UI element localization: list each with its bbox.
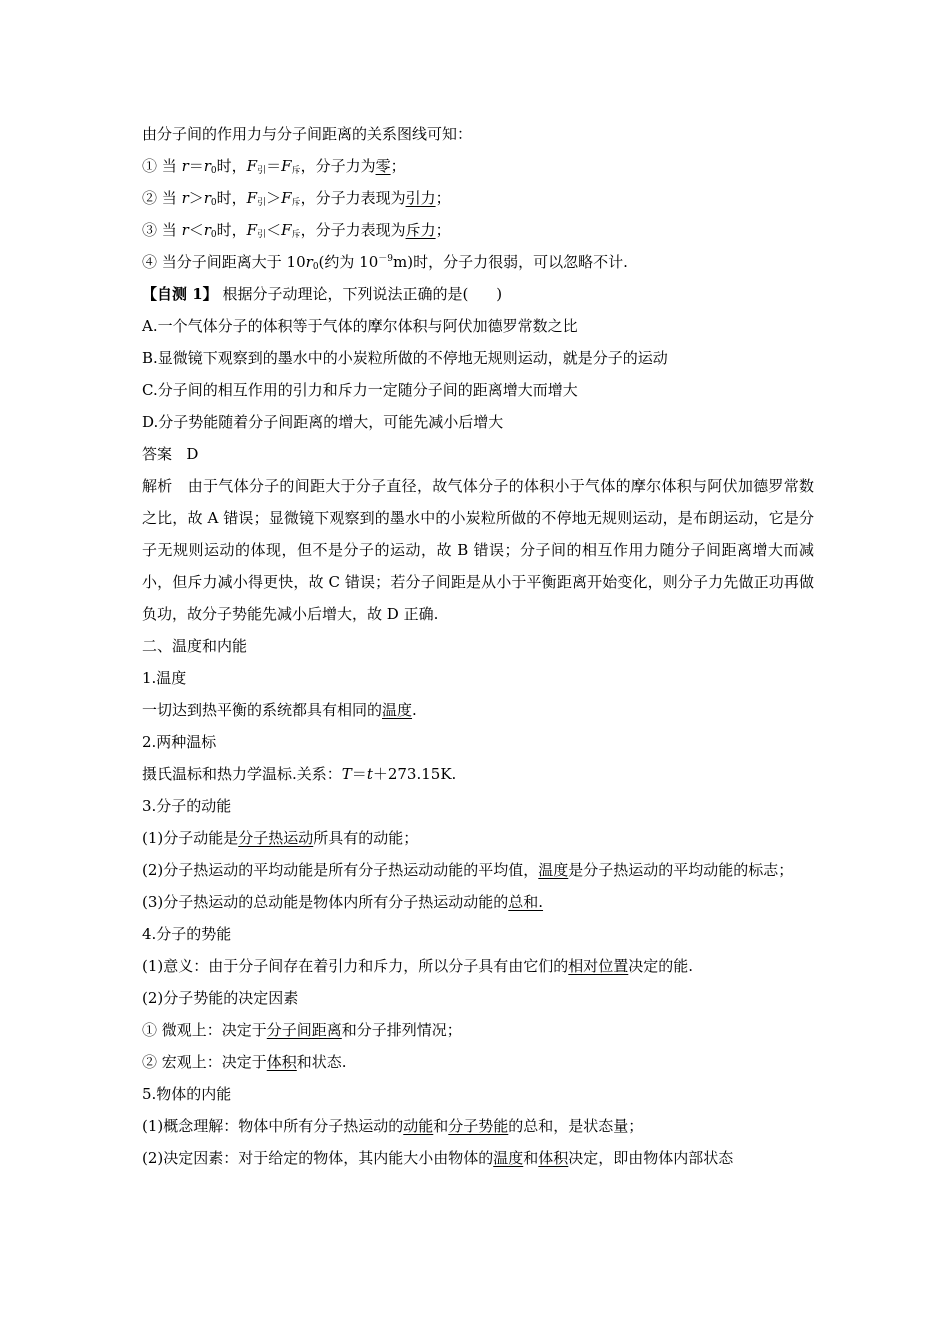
quiz-question-text: 根据分子动理论，下列说法正确的是( [217,285,469,303]
text: 是分子热运动的平均动能的标志； [568,861,794,879]
text: (2)决定因素：对于给定的物体，其内能大小由物体的 [142,1149,494,1167]
subscript: 斥 [291,166,301,176]
answer-label: 答案 [142,445,173,463]
quiz-option-a [142,310,814,342]
fill-answer: 分子间距离 [266,1021,342,1039]
subsection-3-item-3 [142,886,814,918]
subscript: 引 [257,198,267,208]
answer-value: D [186,445,199,463]
subsection-3-item-1 [142,822,814,854]
fill-answer: 温度 [382,701,413,719]
subscript: 斥 [291,230,301,240]
text: 的总和，是状态量； [508,1117,644,1135]
subsection-4-title [142,918,814,950]
subscript: 引 [257,230,267,240]
fill-answer: 引力 [405,189,436,207]
subsection-1-text [142,694,814,726]
var-r0: r [305,253,313,271]
case-end: ； [390,157,406,175]
subsection-2-text [142,758,814,790]
text: 一切达到热平衡的系统都具有相同的 [142,701,383,719]
fill-answer: 总和. [508,893,544,911]
var-f-repel: F [281,189,292,207]
var-r: r [181,189,189,207]
analysis-label: 解析 [142,477,173,495]
subsection-3-title [142,790,814,822]
text: 和分子排列情况； [341,1021,462,1039]
text: . [412,701,417,719]
option-text: C.分子间的相互作用的引力和斥力一定随分子间的距离增大而增大 [142,381,578,399]
section-title [142,630,814,662]
operator: ＜ [266,221,282,239]
var-t: t [366,765,373,783]
subsection-title: 4.分子的势能 [142,925,232,943]
fill-answer: 动能 [403,1117,434,1135]
quiz-question [142,278,814,310]
text: 和状态. [296,1053,347,1071]
text: ② 宏观上：决定于 [142,1053,267,1071]
case-end: ； [435,221,451,239]
subscript: 引 [257,166,267,176]
subsection-title: 5.物体的内能 [142,1085,232,1103]
text: (1)分子动能是 [142,829,239,847]
subscript: 斥 [291,198,301,208]
intro-line [142,118,814,150]
var-r: r [181,221,189,239]
quiz-analysis [142,470,814,630]
operator: ＞ [266,189,282,207]
text: ＋273.15K. [372,765,457,783]
subsection-4-item-3 [142,1014,814,1046]
text: (3)分子热运动的总动能是物体内所有分子热运动动能的 [142,893,509,911]
option-text: A.一个气体分子的体积等于气体的摩尔体积与阿伏加德罗常数之比 [142,317,578,335]
text: (2)分子热运动的平均动能是所有分子热运动动能的平均值， [142,861,539,879]
case-mid: 时， [216,157,247,175]
subsection-2-title [142,726,814,758]
operator: ＜ [188,221,204,239]
var-r0: r [203,189,211,207]
case-number: ③ [142,221,158,239]
section-title-text: 二、温度和内能 [142,637,248,655]
analysis-text: 由于气体分子的间距大于分子直径，故气体分子的体积小于气体的摩尔体积与阿伏加德罗常数之比，故 A 错误；显微镜下观察到的墨水中的小炭粒所做的不停地无规则运动，是布朗运动，它是分子无规则运动的体现，但不是分子的运动，故 B 错误；分子间的相互作用力随分子间距离增大而减小，但斥力减小得更快，故 C 错误；若分子间距是从小于平衡距离开始变化，则分子力先做正功再做负功，故分子势能先减小后增大，故 D 正确. [142,477,814,623]
fill-answer: 相对位置 [568,957,629,975]
force-case-1 [142,150,814,182]
subscript: 0 [210,230,217,240]
text: (2)分子势能的决定因素 [142,989,299,1007]
case-end: ； [435,189,451,207]
case-mid: 时， [216,221,247,239]
case-number: ② [142,189,158,207]
text: 和 [523,1149,539,1167]
subsection-5-item-2 [142,1142,814,1174]
text: 所具有的动能； [313,829,419,847]
var-r0: r [203,221,211,239]
text: (1)概念理解：物体中所有分子热运动的 [142,1117,404,1135]
var-T: T [341,765,352,783]
quiz-answer [142,438,814,470]
subsection-4-item-4 [142,1046,814,1078]
subsection-4-item-2 [142,982,814,1014]
subsection-5-item-1 [142,1110,814,1142]
case-prefix: 当 [157,221,182,239]
subscript: 0 [210,166,217,176]
operator: ＞ [188,189,204,207]
quiz-option-d [142,406,814,438]
fill-answer: 分子势能 [448,1117,509,1135]
text: 和 [433,1117,449,1135]
option-text: B.显微镜下观察到的墨水中的小炭粒所做的不停地无规则运动，就是分子的运动 [142,349,668,367]
case-text: (约为 10 [318,253,379,271]
text: 决定，即由物体内部状态 [568,1149,734,1167]
subsection-3-item-2 [142,854,814,886]
superscript: －9 [378,254,393,264]
fill-answer: 温度 [493,1149,524,1167]
subscript: 0 [312,262,319,272]
case-text: 当分子间距离大于 10 [157,253,306,271]
case-post: ，分子力为 [300,157,376,175]
fill-answer: 斥力 [405,221,436,239]
var-r0: r [203,157,211,175]
quiz-option-c [142,374,814,406]
operator: ＝ [188,157,204,175]
case-prefix: 当 [157,157,182,175]
case-mid: 时， [216,189,247,207]
case-number: ① [142,157,158,175]
text: ① 微观上：决定于 [142,1021,267,1039]
intro-text: 由分子间的作用力与分子间距离的关系图线可知： [142,125,473,143]
force-case-3 [142,214,814,246]
var-f-repel: F [281,157,292,175]
case-text: m)时，分子力很弱，可以忽略不计. [393,253,628,271]
case-number: ④ [142,253,158,271]
var-f-attract: F [246,189,258,207]
fill-answer: 温度 [538,861,569,879]
case-prefix: 当 [157,189,182,207]
document-page [142,118,814,1174]
var-f-repel: F [281,221,292,239]
option-text: D.分子势能随着分子间距离的增大，可能先减小后增大 [142,413,504,431]
force-case-4 [142,246,814,278]
fill-answer: 体积 [538,1149,569,1167]
operator: ＝ [266,157,282,175]
var-r: r [181,157,189,175]
operator: ＝ [351,765,367,783]
subsection-5-title [142,1078,814,1110]
text: 决定的能. [628,957,694,975]
subsection-title: 1.温度 [142,669,187,687]
text: (1)意义：由于分子间存在着引力和斥力，所以分子具有由它们的 [142,957,569,975]
force-case-2 [142,182,814,214]
quiz-label: 【自测 1】 [142,285,218,303]
quiz-option-b [142,342,814,374]
subsection-title: 2.两种温标 [142,733,217,751]
text: 摄氏温标和热力学温标.关系： [142,765,342,783]
subscript: 0 [210,198,217,208]
fill-answer: 零 [375,157,391,175]
subsection-title: 3.分子的动能 [142,797,232,815]
subsection-1-title [142,662,814,694]
case-post: ，分子力表现为 [300,189,406,207]
quiz-close-paren: ) [496,285,503,303]
case-post: ，分子力表现为 [300,221,406,239]
var-f-attract: F [246,221,258,239]
subsection-4-item-1 [142,950,814,982]
fill-answer: 分子热运动 [238,829,314,847]
var-f-attract: F [246,157,258,175]
fill-answer: 体积 [266,1053,297,1071]
